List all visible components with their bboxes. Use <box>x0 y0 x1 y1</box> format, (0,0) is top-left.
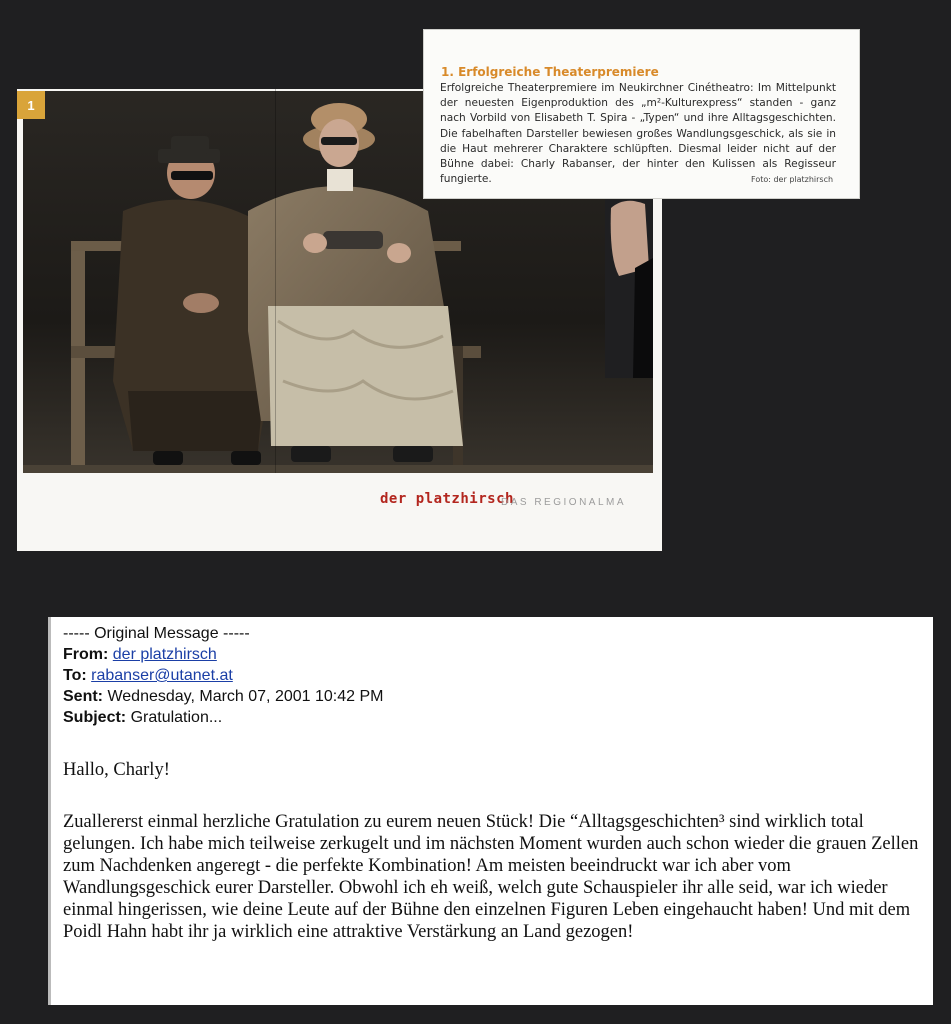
subject-row <box>63 707 383 728</box>
sent-label: Sent: <box>63 688 103 705</box>
email-message: Zuallererst einmal herzliche Gratulation zu eurem neuen Stück! Die “Alltagsgeschichten³ sind wirklich total gelungen. Ich habe mich teilweise zerkugelt und im nächsten Moment wurden auch schon wieder die grauen Zellen zum Nachdenken angeregt - die perfekte Kombination! Am meisten beeindruckt war ich aber vom Wandlungsgeschick eurer Darsteller. Obwohl ich eh weiß, welch gute Schauspieler ihr alle seid, war ich wieder einmal hingerissen, wie deine Leute auf der Bühne den einzelnen Figuren Leben eingehaucht haben! Und mit dem Poidl Hahn habt ihr ja wirklich eine attraktive Verstärkung an Land gezogen! <box>63 812 919 942</box>
email-greeting: Hallo, Charly! <box>63 760 170 780</box>
magazine-tagline: DAS REGIONALMA <box>501 497 627 508</box>
email-printout <box>51 617 933 1005</box>
photo-caption-strip <box>17 473 662 551</box>
photo-number-badge: 1 <box>17 91 45 119</box>
magazine-name: der platzhirsch <box>380 491 514 507</box>
to-address-link[interactable]: rabanser@utanet.at <box>91 667 233 684</box>
article-body: Erfolgreiche Theaterpremiere im Neukirchner Cinétheatro: Im Mittelpunkt der neuesten Eigenproduktion des „m²-Kulturexpress“ standen - ganz nach Vorbild von Elisabeth T. Spira - „Typen“ und ihre Alltagsgeschichten. Die fabelhaften Darsteller bewiesen großes Wandlungsgeschick, als sie in die Haut mehrerer Charaktere schlüpften. Diesmal leider nicht auf der Bühne dabei: Charly Rabanser, der hinter den Kulissen als Regisseur fungierte. <box>440 82 836 186</box>
sent-row <box>63 686 383 707</box>
hand-fragment-image <box>605 198 653 378</box>
from-sender-link[interactable]: der platzhirsch <box>112 646 217 663</box>
article-title: 1. Erfolgreiche Theaterpremiere <box>441 65 659 79</box>
photo-credit: Foto: der platzhirsch <box>751 175 834 184</box>
email-body <box>63 759 927 943</box>
original-message-divider: ----- Original Message ----- <box>63 625 250 642</box>
subject-value: Gratulation... <box>130 709 223 726</box>
from-row <box>63 644 383 665</box>
email-header <box>63 623 383 728</box>
article-clipping <box>424 30 859 198</box>
to-label: To: <box>63 667 87 684</box>
subject-label: Subject: <box>63 709 127 726</box>
from-label: From: <box>63 646 109 663</box>
sent-value: Wednesday, March 07, 2001 10:42 PM <box>107 688 384 705</box>
to-row <box>63 665 383 686</box>
